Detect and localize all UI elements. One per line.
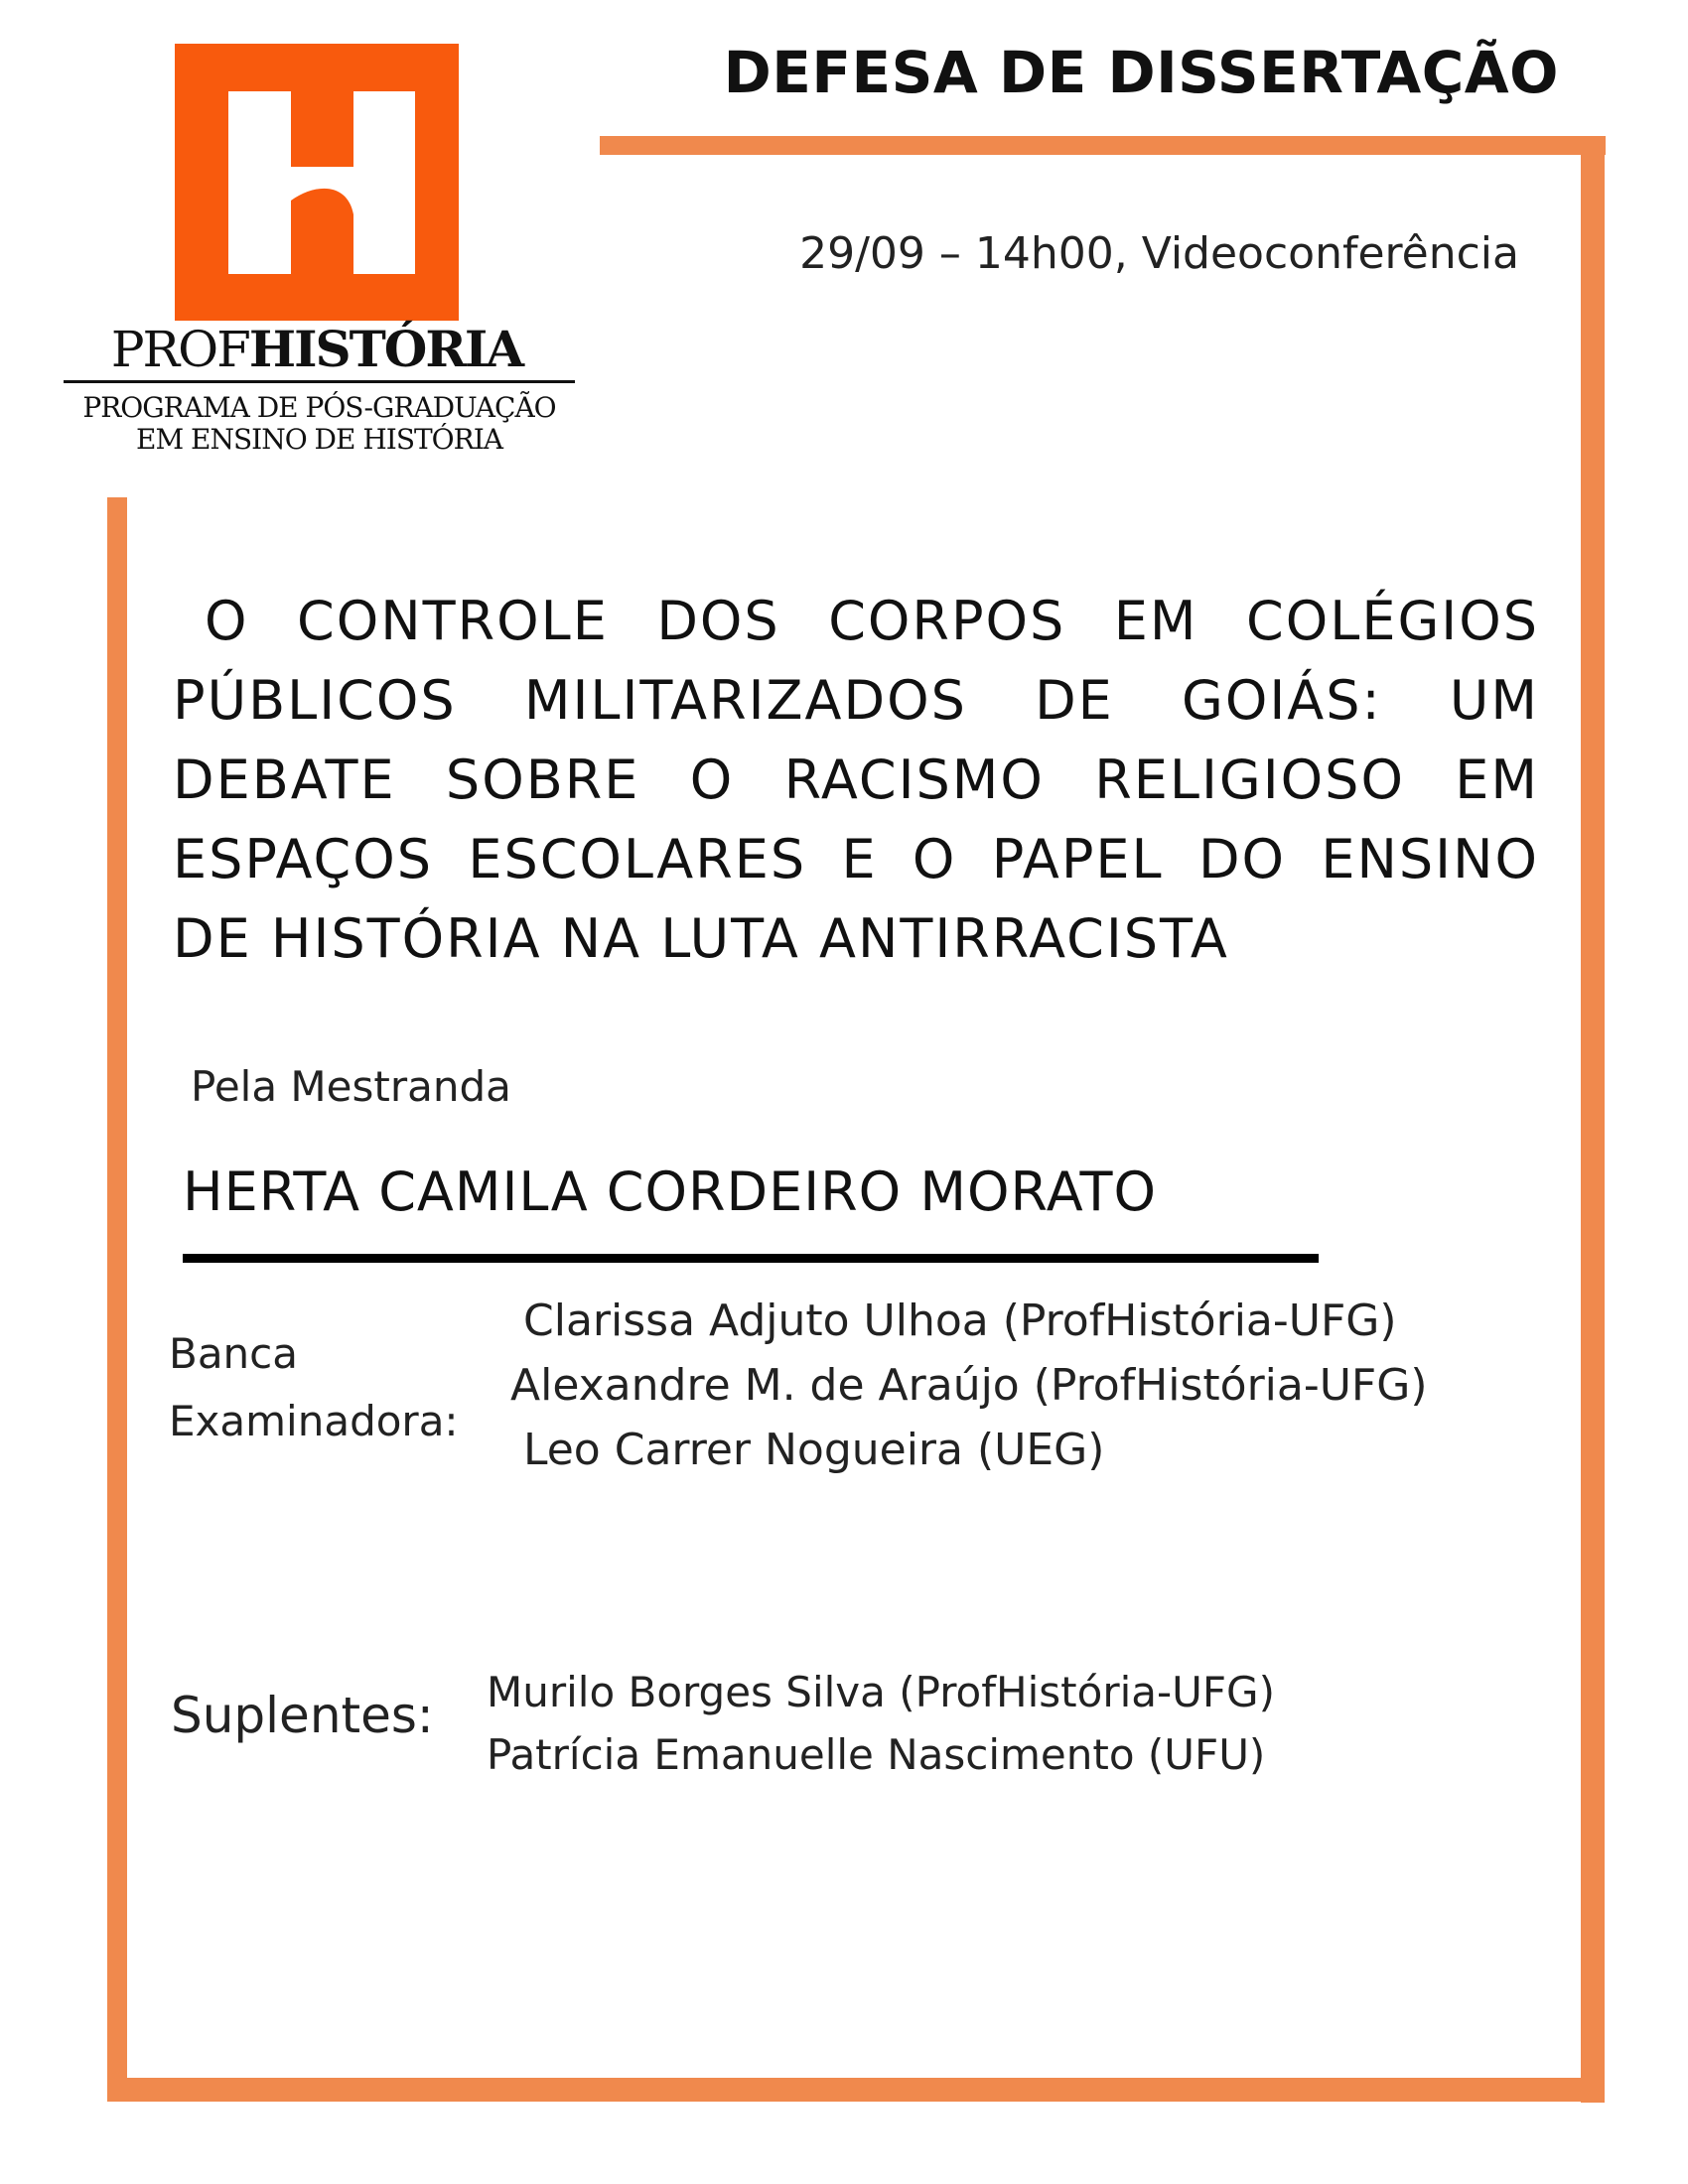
candidate-label: Pela Mestranda [191,1062,511,1111]
alternates-label: Suplentes: [171,1687,434,1744]
candidate-name: HERTA CAMILA CORDEIRO MORATO [183,1160,1158,1223]
committee-label-line2: Examinadora: [169,1397,459,1445]
logo-subtitle-line1: PROGRAMA DE PÓS-GRADUAÇÃO [82,391,556,424]
thesis-title: O CONTROLE DOS CORPOS EM COLÉGIOS PÚBLICOS MILITARIZADOS DE GOIÁS: UM DEBATE SOBRE O RACISMO RELIGIOSO EM ESPAÇOS ESCOLARES E O PAPEL DO ENSINO DE HISTÓRIA NA LUTA ANTIRRACISTA [173,590,1539,970]
logo-wordmark [64,320,570,378]
logo-wordmark-historia: HISTÓRIA [248,320,523,378]
logo-subtitle-line2: EM ENSINO DE HISTÓRIA [136,423,502,456]
frame-top-border [600,136,1606,155]
committee-member: Alexandre M. de Araújo (ProfHistória-UFG) [510,1360,1428,1411]
committee-label-line1: Banca [169,1329,298,1378]
alternate-member: Murilo Borges Silva (ProfHistória-UFG) [487,1668,1275,1716]
letter-h-logo-icon [175,44,459,321]
candidate-divider [183,1254,1319,1263]
committee-member: Clarissa Adjuto Ulhoa (ProfHistória-UFG) [523,1296,1397,1346]
frame-right-border [1581,136,1605,2103]
event-title: DEFESA DE DISSERTAÇÃO [723,39,1559,106]
frame-bottom-border [107,2078,1605,2102]
event-date-time-place: 29/09 – 14h00, Videoconferência [799,228,1519,279]
profhistoria-logo-icon [175,44,459,321]
logo-divider [64,380,575,383]
alternate-member: Patrícia Emanuelle Nascimento (UFU) [487,1730,1266,1779]
logo-wordmark-prof: PROF [110,321,249,378]
committee-member: Leo Carrer Nogueira (UEG) [523,1425,1105,1475]
committee-label [169,1320,459,1455]
frame-left-border [107,497,127,2102]
